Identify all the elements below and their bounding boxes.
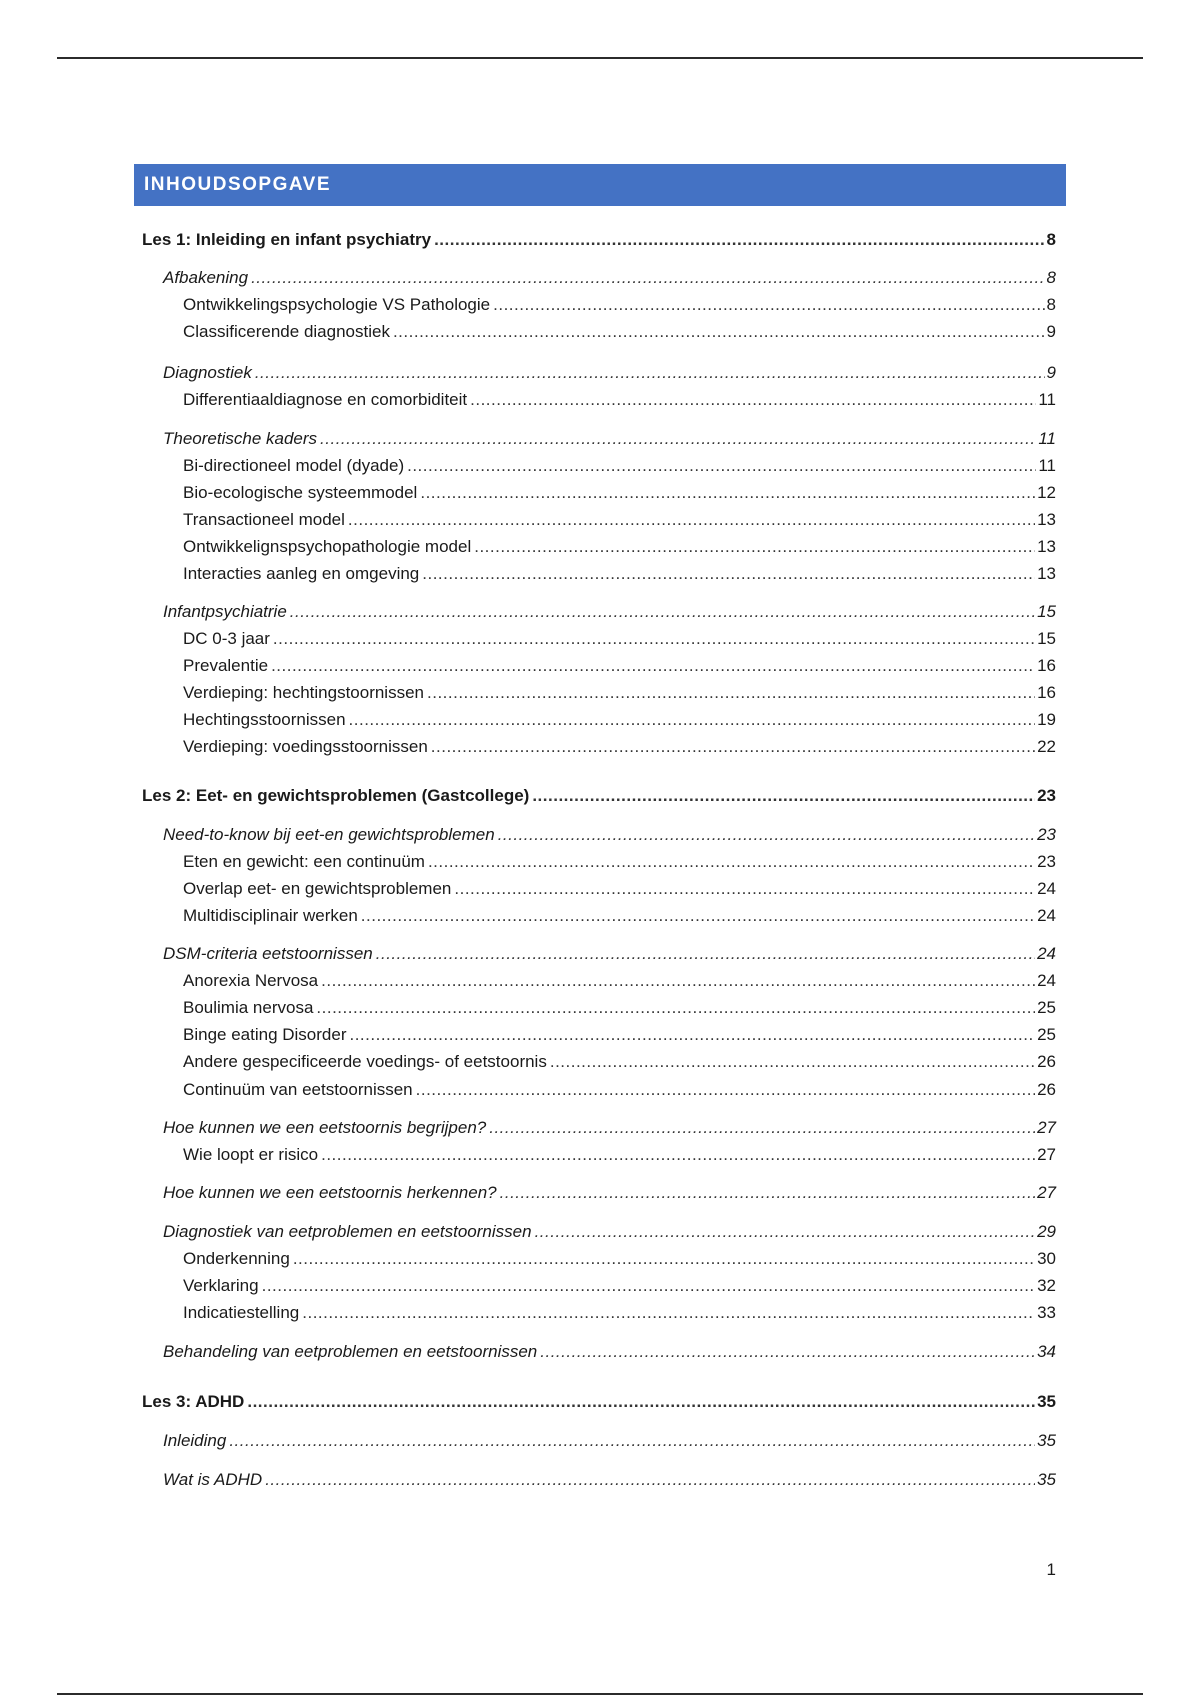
toc-section-entry[interactable] <box>163 1429 1056 1453</box>
toc-entry-label: Differentiaaldiagnose en comorbiditeit <box>183 390 468 409</box>
toc-section-entry[interactable] <box>163 427 1056 451</box>
toc-entry-page: 30 <box>1037 1249 1056 1268</box>
dot-leader <box>229 1429 1035 1453</box>
toc-entry-label: Classificerende diagnostiek <box>183 322 390 341</box>
toc-section-entry[interactable] <box>163 1181 1056 1205</box>
toc-subsection-entry[interactable] <box>183 1247 1056 1271</box>
dot-leader <box>251 266 1044 290</box>
toc-entry-page: 27 <box>1037 1183 1056 1202</box>
toc-subsection-entry[interactable] <box>183 1143 1056 1167</box>
toc-entry-page: 23 <box>1037 786 1056 805</box>
dot-leader <box>320 427 1036 451</box>
dot-leader <box>420 481 1035 505</box>
dot-leader <box>454 877 1035 901</box>
dot-leader <box>376 942 1035 966</box>
toc-entry-label: Boulimia nervosa <box>183 998 314 1017</box>
toc-entry-label: Inleiding <box>163 1431 227 1450</box>
toc-entry-page: 13 <box>1037 564 1056 583</box>
toc-entry-label: Andere gespecificeerde voedings- of eetstoornis <box>183 1052 547 1071</box>
toc-entry-label: Ontwikkelignspsychopathologie model <box>183 537 472 556</box>
toc-entry-page: 8 <box>1046 230 1056 249</box>
dot-leader <box>416 1078 1035 1102</box>
dot-leader <box>349 708 1036 732</box>
dot-leader <box>349 1023 1035 1047</box>
toc-subsection-entry[interactable] <box>183 508 1056 532</box>
toc-subsection-entry[interactable] <box>183 969 1056 993</box>
toc-entry-label: Bio-ecologische systeemmodel <box>183 483 418 502</box>
toc-entry-label: Infantpsychiatrie <box>163 602 287 621</box>
toc-section-entry[interactable] <box>163 361 1056 385</box>
toc-entry-page: 9 <box>1046 322 1056 341</box>
toc-entry-label: Hoe kunnen we een eetstoornis herkennen? <box>163 1183 497 1202</box>
toc-entry-label: Anorexia Nervosa <box>183 971 319 990</box>
toc-entry-page: 8 <box>1046 295 1056 314</box>
toc-subsection-entry[interactable] <box>183 535 1056 559</box>
toc-entry-page: 22 <box>1037 737 1056 756</box>
dot-leader <box>273 627 1035 651</box>
toc-entry-label: Diagnostiek <box>163 363 252 382</box>
toc-entry-page: 15 <box>1037 629 1056 648</box>
toc-entry-label: DC 0-3 jaar <box>183 629 270 648</box>
toc-entry-page: 11 <box>1038 456 1056 475</box>
toc-entry-page: 27 <box>1037 1145 1056 1164</box>
toc-section-entry[interactable] <box>163 823 1056 847</box>
toc-entry-label: Onderkenning <box>183 1249 290 1268</box>
toc-entry-page: 35 <box>1037 1392 1056 1411</box>
toc-entry-page: 15 <box>1037 602 1056 621</box>
toc-entry-page: 13 <box>1037 537 1056 556</box>
dot-leader <box>422 562 1035 586</box>
toc-entry-page: 27 <box>1037 1118 1056 1137</box>
toc-subsection-entry[interactable] <box>183 1023 1056 1047</box>
footer-rule <box>57 1693 1143 1695</box>
toc-entry-page: 35 <box>1037 1431 1056 1450</box>
toc-entry-label: Theoretische kaders <box>163 429 318 448</box>
toc-entry-page: 34 <box>1037 1342 1056 1361</box>
toc-entry-label: Prevalentie <box>183 656 269 675</box>
dot-leader <box>290 600 1035 624</box>
toc-entry-page: 25 <box>1037 1025 1056 1044</box>
dot-leader <box>498 823 1035 847</box>
toc-subsection-entry[interactable] <box>183 562 1056 586</box>
toc-subsection-entry[interactable] <box>183 654 1056 678</box>
dot-leader <box>262 1274 1035 1298</box>
toc-entry-label: Continuüm van eetstoornissen <box>183 1080 413 1099</box>
toc-entry-label: Wie loopt er risico <box>183 1145 319 1164</box>
dot-leader <box>535 1220 1036 1244</box>
toc-entry-page: 19 <box>1037 710 1056 729</box>
toc-entry-label: Verklaring <box>183 1276 259 1295</box>
toc-entry-label: Afbakening <box>163 268 249 287</box>
toc-entry-page: 24 <box>1037 906 1056 925</box>
toc-entry-label: Ontwikkelingspsychologie VS Pathologie <box>183 295 491 314</box>
toc-entry-page: 23 <box>1037 825 1056 844</box>
toc-entry-page: 24 <box>1037 879 1056 898</box>
toc-entry-label: Overlap eet- en gewichtsproblemen <box>183 879 452 898</box>
toc-subsection-entry[interactable] <box>183 481 1056 505</box>
toc-subsection-entry[interactable] <box>183 708 1056 732</box>
toc-entry-label: Wat is ADHD <box>163 1470 263 1489</box>
toc-section-entry[interactable] <box>163 600 1056 624</box>
dot-leader <box>247 1390 1035 1414</box>
toc-entry-page: 9 <box>1046 363 1056 382</box>
toc-entry-label: Diagnostiek van eetproblemen en eetstoornissen <box>163 1222 532 1241</box>
toc-chapter-entry[interactable] <box>142 784 1056 808</box>
toc-entry-page: 12 <box>1037 483 1056 502</box>
toc-entry-page: 26 <box>1037 1052 1056 1071</box>
toc-subsection-entry[interactable] <box>183 681 1056 705</box>
dot-leader <box>434 228 1044 252</box>
toc-entry-label: Verdieping: voedingsstoornissen <box>183 737 428 756</box>
toc-section-entry[interactable] <box>163 942 1056 966</box>
dot-leader <box>470 388 1036 412</box>
dot-leader <box>302 1301 1035 1325</box>
toc-entry-page: 16 <box>1037 683 1056 702</box>
dot-leader <box>407 454 1036 478</box>
toc-title: INHOUDSOPGAVE <box>144 174 332 195</box>
dot-leader <box>265 1468 1035 1492</box>
dot-leader <box>532 784 1035 808</box>
toc-entry-label: Les 3: ADHD <box>142 1392 245 1411</box>
dot-leader <box>348 508 1035 532</box>
toc-entry-label: Interacties aanleg en omgeving <box>183 564 420 583</box>
toc-entry-label: Behandeling van eetproblemen en eetstoornissen <box>163 1342 538 1361</box>
dot-leader <box>321 1143 1035 1167</box>
toc-section-entry[interactable] <box>163 1116 1056 1140</box>
toc-entry-page: 35 <box>1037 1470 1056 1489</box>
toc-entry-page: 25 <box>1037 998 1056 1017</box>
toc-entry-label: Les 2: Eet- en gewichtsproblemen (Gastcollege) <box>142 786 530 805</box>
toc-entry-label: Indicatiestelling <box>183 1303 300 1322</box>
toc-subsection-entry[interactable] <box>183 1050 1056 1074</box>
dot-leader <box>493 293 1044 317</box>
toc-entry-page: 13 <box>1037 510 1056 529</box>
dot-leader <box>321 969 1035 993</box>
toc-subsection-entry[interactable] <box>183 904 1056 928</box>
toc-chapter-entry[interactable] <box>142 1390 1056 1414</box>
toc-entry-label: Bi-directioneel model (dyade) <box>183 456 405 475</box>
toc-section-entry[interactable] <box>163 1468 1056 1492</box>
dot-leader <box>293 1247 1035 1271</box>
toc-subsection-entry[interactable] <box>183 320 1056 344</box>
toc-entry-label: Transactioneel model <box>183 510 345 529</box>
toc-entry-page: 16 <box>1037 656 1056 675</box>
toc-section-entry[interactable] <box>163 266 1056 290</box>
dot-leader <box>393 320 1045 344</box>
toc-entry-label: Verdieping: hechtingstoornissen <box>183 683 424 702</box>
dot-leader <box>550 1050 1035 1074</box>
toc-entry-page: 26 <box>1037 1080 1056 1099</box>
toc-entry-label: Multidisciplinair werken <box>183 906 358 925</box>
toc-subsection-entry[interactable] <box>183 1078 1056 1102</box>
toc-entry-page: 32 <box>1037 1276 1056 1295</box>
toc-entry-label: Hechtingsstoornissen <box>183 710 346 729</box>
toc-entry-label: Need-to-know bij eet-en gewichtsproblemen <box>163 825 495 844</box>
dot-leader <box>489 1116 1035 1140</box>
dot-leader <box>431 735 1035 759</box>
toc-subsection-entry[interactable] <box>183 996 1056 1020</box>
toc-subsection-entry[interactable] <box>183 1274 1056 1298</box>
toc-subsection-entry[interactable] <box>183 388 1056 412</box>
page-number: 1 <box>1046 1560 1056 1579</box>
toc-subsection-entry[interactable] <box>183 1301 1056 1325</box>
toc-subsection-entry[interactable] <box>183 293 1056 317</box>
toc-entry-label: Eten en gewicht: een continuüm <box>183 852 425 871</box>
dot-leader <box>361 904 1035 928</box>
toc-section-entry[interactable] <box>163 1220 1056 1244</box>
toc-entry-page: 29 <box>1037 1222 1056 1241</box>
toc-subsection-entry[interactable] <box>183 735 1056 759</box>
toc-section-entry[interactable] <box>163 1340 1056 1364</box>
dot-leader <box>427 681 1035 705</box>
dot-leader <box>474 535 1035 559</box>
dot-leader <box>271 654 1035 678</box>
dot-leader <box>540 1340 1035 1364</box>
dot-leader <box>255 361 1045 385</box>
toc-subsection-entry[interactable] <box>183 850 1056 874</box>
toc-entry-page: 24 <box>1037 971 1056 990</box>
toc-subsection-entry[interactable] <box>183 627 1056 651</box>
toc-entry-label: DSM-criteria eetstoornissen <box>163 944 373 963</box>
toc-entry-label: Les 1: Inleiding en infant psychiatry <box>142 230 432 249</box>
toc-entry-label: Hoe kunnen we een eetstoornis begrijpen? <box>163 1118 487 1137</box>
toc-entry-page: 8 <box>1046 268 1056 287</box>
toc-entry-page: 24 <box>1037 944 1056 963</box>
dot-leader <box>500 1181 1035 1205</box>
toc-entry-page: 23 <box>1037 852 1056 871</box>
toc-subsection-entry[interactable] <box>183 454 1056 478</box>
dot-leader <box>316 996 1035 1020</box>
dot-leader <box>428 850 1035 874</box>
toc-entry-label: Binge eating Disorder <box>183 1025 347 1044</box>
toc-subsection-entry[interactable] <box>183 877 1056 901</box>
toc-entry-page: 33 <box>1037 1303 1056 1322</box>
toc-chapter-entry[interactable] <box>142 228 1056 252</box>
toc-entry-page: 11 <box>1038 429 1056 448</box>
toc-entry-page: 11 <box>1038 390 1056 409</box>
